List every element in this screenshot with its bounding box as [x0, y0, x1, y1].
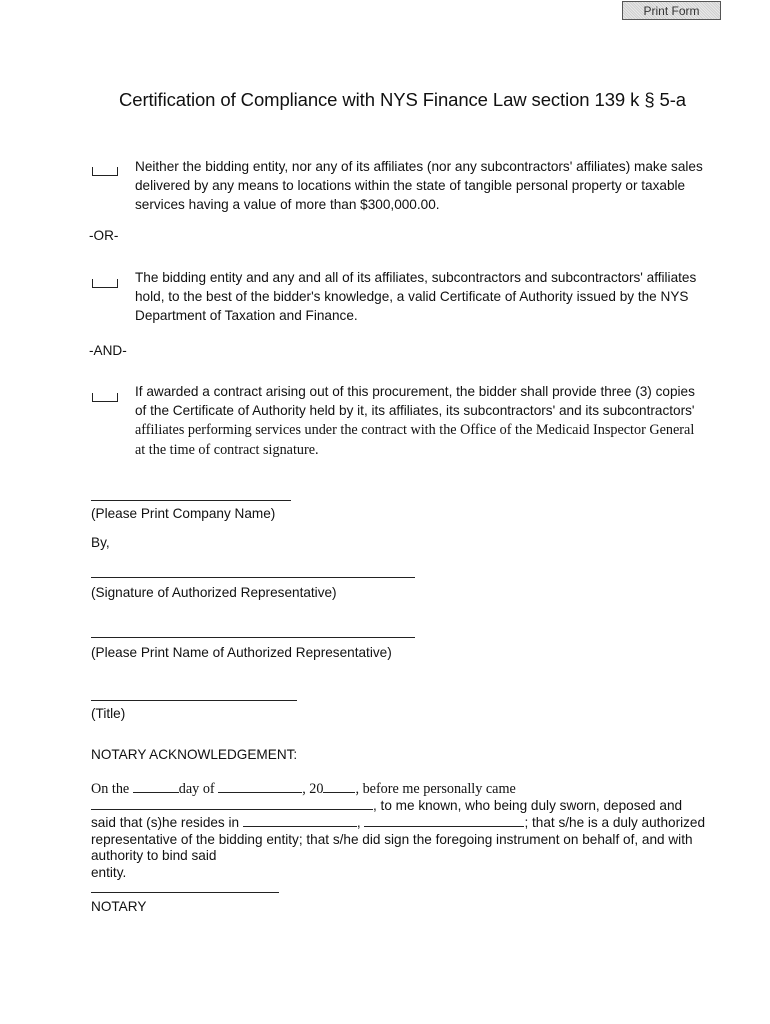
title-line[interactable]: [91, 700, 297, 701]
known-label: , to me known, who being duly sworn, deposed and: [373, 798, 683, 813]
option-1-text: Neither the bidding entity, nor any of its affiliates (nor any subcontractors' affiliates) make sales delivered by any means to locations within the state of tangible personal property or taxable services having a value of more than $300,000.00.: [135, 159, 703, 212]
by-label: By,: [91, 535, 110, 550]
notary-line-4: representative of the bidding entity; that s/he did sign the foregoing instrument on behalf of, and with: [91, 832, 693, 847]
notary-signature-line[interactable]: [91, 892, 279, 893]
company-name-line[interactable]: [91, 500, 291, 501]
title-label: (Title): [91, 706, 126, 721]
option-2-text: The bidding entity and any and all of its affiliates, subcontractors and subcontractors' affiliates hold, to the best of the bidder's knowledge, a valid Certificate of Authority issued by the NYS Department of Taxation and Finance.: [135, 270, 697, 323]
option-1-checkbox[interactable]: [92, 167, 118, 176]
state-blank[interactable]: [364, 815, 524, 827]
notary-line-1: [91, 781, 516, 798]
person-name-blank[interactable]: [91, 798, 373, 810]
notary-line-3: [91, 815, 706, 831]
resides-label: said that (s)he resides in: [91, 815, 240, 830]
print-name-label: (Please Print Name of Authorized Representative): [91, 645, 392, 660]
before-me-label: , before me personally came: [355, 781, 516, 797]
option-3-text-serif: affiliates performing services under the contract with the Office of the Medicaid Inspector General at the time of contract signature.: [135, 422, 695, 458]
or-separator: -OR-: [89, 228, 119, 243]
print-form-button[interactable]: Print Form: [622, 1, 721, 20]
year-blank[interactable]: [323, 781, 355, 793]
city-blank[interactable]: [243, 815, 357, 827]
comma: ,: [356, 815, 361, 830]
option-2-checkbox[interactable]: [92, 279, 118, 288]
notary-line-6: entity.: [91, 865, 127, 880]
signature-line[interactable]: [91, 577, 415, 578]
company-name-label: (Please Print Company Name): [91, 506, 276, 521]
day-of-label: day of: [178, 781, 215, 797]
print-name-line[interactable]: [91, 637, 415, 638]
year-prefix: , 20: [302, 781, 324, 797]
authorized-label: ; that s/he is a duly authorized: [524, 815, 706, 830]
notary-line-2: [91, 798, 691, 814]
and-separator: -AND-: [89, 343, 127, 358]
month-blank[interactable]: [218, 781, 302, 793]
option-3-text: [135, 382, 705, 460]
day-blank[interactable]: [133, 781, 179, 793]
page-title: Certification of Compliance with NYS Finance Law section 139 k § 5-a: [119, 89, 686, 110]
signature-label: (Signature of Authorized Representative): [91, 585, 337, 600]
notary-label: NOTARY: [91, 899, 147, 914]
option-3-text-sans: If awarded a contract arising out of this procurement, the bidder shall provide three (3) copies of the Certificate of Authority held by it, its affiliates, its subcontractors' and its subcontractors': [135, 384, 695, 418]
notary-heading: NOTARY ACKNOWLEDGEMENT:: [91, 747, 298, 762]
notary-line-5: authority to bind said: [91, 848, 217, 863]
on-the-label: On the: [91, 781, 130, 797]
option-3-checkbox[interactable]: [92, 393, 118, 402]
